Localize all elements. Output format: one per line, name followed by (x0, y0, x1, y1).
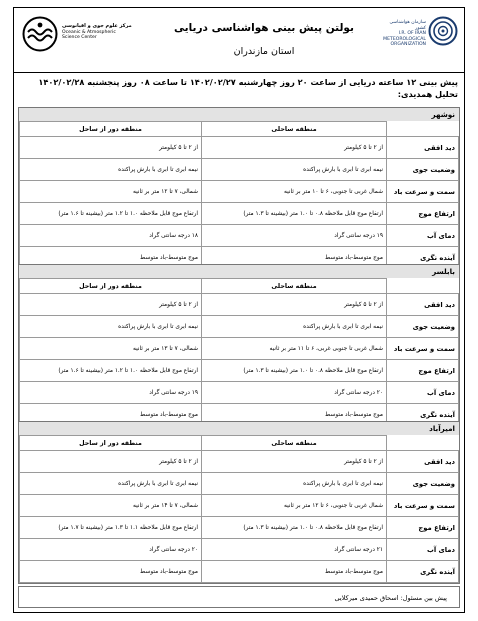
row-label: دمای آب (387, 225, 459, 247)
offshore-column-header: منطقه دور از ساحل (20, 122, 202, 137)
table-row (20, 203, 459, 225)
table-row (20, 225, 459, 247)
row-label: سمت و سرعت باد (387, 181, 459, 203)
table-row (20, 181, 459, 203)
city-name: امیرآباد (19, 422, 459, 435)
province-subtitle: استان مازندران (233, 46, 295, 57)
row-label: دید افقی (387, 137, 459, 159)
coastal-column-header: منطقه ساحلی (202, 279, 387, 294)
coastal-cell: نیمه ابری تا ابری با بارش پراکنده (202, 473, 387, 495)
table-row (20, 382, 459, 404)
table-row (20, 316, 459, 338)
table-row (20, 294, 459, 316)
coastal-cell: موج متوسط-باد متوسط (202, 247, 387, 269)
table-row (20, 137, 459, 159)
synoptic-analysis-label: تحلیل همدیدی: (397, 89, 458, 99)
row-label: دید افقی (387, 451, 459, 473)
table-row (20, 517, 459, 539)
table-row (20, 159, 459, 181)
offshore-cell: از ۲ تا ۵ کیلومتر (20, 294, 202, 316)
row-label: وضعیت جوی (387, 473, 459, 495)
header-empty-cell (387, 122, 459, 137)
spiral-logo-icon (428, 16, 458, 46)
row-label: وضعیت جوی (387, 159, 459, 181)
offshore-column-header: منطقه دور از ساحل (20, 436, 202, 451)
offshore-cell: ۱۸ درجه سانتی گراد (20, 225, 202, 247)
offshore-cell: ارتفاع موج قابل ملاحظه ۱.۰ تا ۱.۲ متر (بیشینه تا ۱.۶ متر) (20, 360, 202, 382)
coastal-cell: ارتفاع موج قابل ملاحظه ۰.۸ تا ۱.۰ متر (بیشینه تا ۱.۳ متر) (202, 360, 387, 382)
coastal-cell: موج متوسط-باد متوسط (202, 404, 387, 426)
bulletin-page (13, 7, 465, 613)
offshore-cell: موج متوسط-باد متوسط (20, 561, 202, 583)
coastal-cell: ۲۰ درجه سانتی گراد (202, 382, 387, 404)
row-label: دید افقی (387, 294, 459, 316)
coastal-cell: ۲۱ درجه سانتی گراد (202, 539, 387, 561)
offshore-cell: ارتفاع موج قابل ملاحظه ۱.۱ تا ۱.۳ متر (بیشینه تا ۱.۷ متر) (20, 517, 202, 539)
row-label: ارتفاع موج (387, 360, 459, 382)
column-header-row (20, 279, 459, 294)
row-label: ارتفاع موج (387, 203, 459, 225)
forecast-table (19, 121, 459, 269)
coastal-cell: نیمه ابری تا ابری با بارش پراکنده (202, 159, 387, 181)
offshore-cell: نیمه ابری تا ابری با بارش پراکنده (20, 316, 202, 338)
offshore-cell: ۲۰ درجه سانتی گراد (20, 539, 202, 561)
offshore-cell: شمالی، ۷ تا ۱۲ متر بر ثانیه (20, 181, 202, 203)
coastal-column-header: منطقه ساحلی (202, 122, 387, 137)
table-row (20, 451, 459, 473)
offshore-cell: موج متوسط-باد متوسط (20, 404, 202, 426)
row-label: دمای آب (387, 539, 459, 561)
offshore-cell: نیمه ابری تا ابری با بارش پراکنده (20, 473, 202, 495)
coastal-cell: ارتفاع موج قابل ملاحظه ۰.۸ تا ۱.۰ متر (بیشینه تا ۱.۳ متر) (202, 517, 387, 539)
coastal-cell: شمال غربی تا جنوبی، ۶ تا ۱۰ متر بر ثانیه (202, 181, 387, 203)
coastal-cell: از ۲ تا ۵ کیلومتر (202, 451, 387, 473)
forecast-table (19, 435, 459, 583)
coastal-cell: نیمه ابری تا ابری با بارش پراکنده (202, 316, 387, 338)
column-header-row (20, 436, 459, 451)
oceanic-center-logo (22, 14, 162, 64)
table-row (20, 360, 459, 382)
meteorological-organization-logo-text: سازمان هواشناسی کشور I.R. OF IRAN METEOROLOGICAL ORGANIZATION (383, 20, 426, 48)
row-label: آینده نگری (387, 247, 459, 269)
offshore-cell: موج متوسط-باد متوسط (20, 247, 202, 269)
row-label: دمای آب (387, 382, 459, 404)
bulletin-header (14, 8, 464, 70)
table-row (20, 338, 459, 360)
city-name: بابلسر (19, 265, 459, 278)
header-empty-cell (387, 436, 459, 451)
table-row (20, 561, 459, 583)
coastal-cell: ارتفاع موج قابل ملاحظه ۰.۸ تا ۱.۰ متر (بیشینه تا ۱.۳ متر) (202, 203, 387, 225)
offshore-cell: شمالی، ۷ تا ۱۴ متر بر ثانیه (20, 495, 202, 517)
row-label: آینده نگری (387, 404, 459, 426)
column-header-row (20, 122, 459, 137)
oceanic-center-logo-text: مرکز علوم جوی و اقیانوسی Oceanic & Atmospheric Science Center (62, 23, 132, 41)
wave-logo-icon (22, 16, 58, 52)
row-label: سمت و سرعت باد (387, 495, 459, 517)
row-label: آینده نگری (387, 561, 459, 583)
city-block-amirabad (18, 421, 460, 584)
forecaster-name: پیش بین مسئول: اسحاق حمیدی میرکلایی (334, 594, 447, 602)
offshore-cell: از ۲ تا ۵ کیلومتر (20, 451, 202, 473)
offshore-cell: ۱۹ درجه سانتی گراد (20, 382, 202, 404)
coastal-cell: از ۲ تا ۵ کیلومتر (202, 137, 387, 159)
offshore-cell: شمالی، ۷ تا ۱۳ متر بر ثانیه (20, 338, 202, 360)
forecast-period-line: پیش بینی ۱۲ ساعته دریایی از ساعت ۲۰ روز چهارشنبه ۱۴۰۲/۰۲/۲۷ تا ساعت ۰۸ روز پنجشنبه ۱۴۰۲/۰۲/۲۸ (38, 77, 458, 87)
table-row (20, 495, 459, 517)
coastal-cell: موج متوسط-باد متوسط (202, 561, 387, 583)
offshore-column-header: منطقه دور از ساحل (20, 279, 202, 294)
coastal-cell: ۱۹ درجه سانتی گراد (202, 225, 387, 247)
coastal-column-header: منطقه ساحلی (202, 436, 387, 451)
table-row (20, 539, 459, 561)
city-block-babolsar (18, 264, 460, 427)
row-label: ارتفاع موج (387, 517, 459, 539)
offshore-cell: ارتفاع موج قابل ملاحظه ۱.۰ تا ۱.۲ متر (بیشینه تا ۱.۶ متر) (20, 203, 202, 225)
offshore-cell: از ۲ تا ۵ کیلومتر (20, 137, 202, 159)
row-label: وضعیت جوی (387, 316, 459, 338)
table-row (20, 473, 459, 495)
coastal-cell: شمال غربی تا جنوبی غربی، ۶ تا ۱۱ متر بر ثانیه (202, 338, 387, 360)
header-empty-cell (387, 279, 459, 294)
row-label: سمت و سرعت باد (387, 338, 459, 360)
bulletin-title: بولتن پیش بینی هواشناسی دریایی (174, 22, 354, 34)
offshore-cell: نیمه ابری تا ابری با بارش پراکنده (20, 159, 202, 181)
city-block-noshahr (18, 107, 460, 270)
coastal-cell: شمال غربی تا جنوبی، ۶ تا ۱۲ متر بر ثانیه (202, 495, 387, 517)
coastal-cell: از ۲ تا ۵ کیلومتر (202, 294, 387, 316)
forecast-table (19, 278, 459, 426)
forecaster-signature-box (18, 586, 460, 608)
meteorological-organization-logo (378, 14, 458, 64)
city-name: نوشهر (19, 108, 459, 121)
header-divider (14, 72, 464, 73)
